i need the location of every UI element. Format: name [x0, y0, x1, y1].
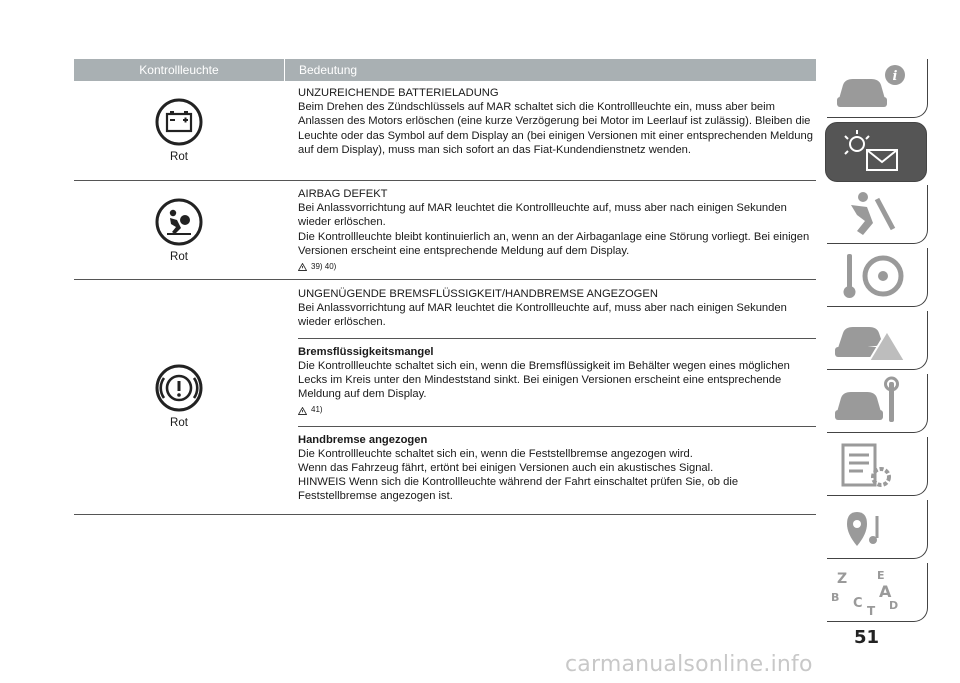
indicator-cell	[74, 280, 284, 514]
watermark: carmanualsonline.info	[565, 652, 813, 677]
subsection-handbrake	[298, 426, 816, 504]
key-steering-wheel-icon	[827, 248, 927, 306]
index-letter: D	[889, 599, 899, 612]
airbag-icon	[155, 198, 203, 246]
svg-text:i: i	[892, 69, 898, 84]
warning-reference	[298, 403, 816, 417]
subsection-title: Handbremse angezogen	[298, 433, 428, 446]
subsection-text: HINWEIS Wenn sich die Kontrollleuchte während der Fahrt einschaltet prüfen Sie, ob die Feststellbremse angezogen ist.	[298, 476, 739, 503]
document-gear-icon	[827, 437, 927, 495]
row-text: Beim Drehen des Zündschlüssels auf MAR schaltet sich die Kontrollleuchte ein, muss aber beim Anlassen des Motors erlöschen (eine kurze Verzögerung bei Motor im Leerlauf ist zulässig). Bleiben die Leuchte oder das Symbol auf dem Display an (bei einigen Versionen mit einer entsprechenden Meldung auf dem Display), muss man sich sofort an das Fiat-Kundendienstnetz wenden.	[298, 101, 813, 156]
car-warning-triangle-icon	[827, 311, 927, 369]
chapter-tab-safety[interactable]	[823, 185, 928, 245]
multimedia-icon	[827, 500, 927, 558]
column-header-meaning: Bedeutung	[284, 59, 816, 81]
table-row	[74, 280, 816, 515]
warning-reference	[298, 260, 816, 274]
chapter-tab-emergency[interactable]	[823, 311, 928, 371]
index-letters-icon	[827, 563, 927, 621]
warning-triangle-icon	[298, 263, 307, 271]
index-letter: B	[831, 591, 840, 604]
color-label: Rot	[170, 250, 188, 263]
warning-lights-table	[74, 59, 816, 515]
reference-numbers: 39) 40)	[311, 262, 337, 272]
chapter-tab-index[interactable]	[823, 563, 928, 623]
color-label: Rot	[170, 417, 188, 430]
table-row	[74, 81, 816, 181]
column-header-indicator: Kontrollleuchte	[139, 63, 219, 77]
chapter-tab-starting[interactable]	[823, 248, 928, 308]
color-label: Rot	[170, 151, 188, 163]
car-info-icon	[827, 59, 927, 117]
subsection-text: Die Kontrollleuchte schaltet sich ein, wenn die Feststellbremse angezogen wird.	[298, 447, 693, 460]
index-letter: Z	[837, 571, 848, 587]
page-number: 51	[854, 627, 880, 648]
row-title: AIRBAG DEFEKT	[298, 188, 388, 200]
subsection-fluid	[298, 338, 816, 418]
indicator-cell	[74, 181, 284, 279]
brake-warning-icon	[155, 364, 203, 412]
row-text: Bei Anlassvorrichtung auf MAR leuchtet die Kontrollleuchte auf, muss aber nach einigen Sekunden wieder erlöschen.	[298, 202, 787, 229]
chapter-tab-car-info[interactable]	[823, 59, 928, 119]
meaning-cell	[284, 280, 816, 514]
reference-numbers: 41)	[311, 405, 323, 415]
table-header	[74, 59, 816, 81]
warning-lights-message-icon	[827, 122, 927, 180]
car-tools-icon	[827, 374, 927, 432]
chapter-tab-maintenance[interactable]	[823, 374, 928, 434]
row-text: Bei Anlassvorrichtung auf MAR leuchtet die Kontrollleuchte auf, muss aber nach einigen Sekunden wieder erlöschen.	[298, 302, 787, 329]
battery-icon	[155, 98, 203, 146]
subsection-text: Die Kontrollleuchte schaltet sich ein, wenn die Bremsflüssigkeit im Behälter wegen eines möglichen Lecks im Kreis unter den Mindeststand sinkt. Bei einigen Versionen erscheint eine entsprechende Meldung auf dem Display.	[298, 359, 790, 401]
seat-airbag-icon	[827, 185, 927, 243]
meaning-cell	[284, 81, 816, 180]
row-title: UNGENÜGENDE BREMSFLÜSSIGKEIT/HANDBREMSE ANGEZOGEN	[298, 288, 658, 300]
meaning-cell	[284, 181, 816, 279]
row-title: UNZUREICHENDE BATTERIELADUNG	[298, 87, 499, 99]
subsection-text: Wenn das Fahrzeug fährt, ertönt bei einigen Versionen auch ein akustisches Signal.	[298, 462, 714, 475]
chapter-tab-technical-data[interactable]	[823, 437, 928, 497]
chapter-tab-multimedia[interactable]	[823, 500, 928, 560]
index-letter: C	[853, 596, 863, 611]
index-letter: E	[877, 569, 885, 582]
index-letter: T	[867, 604, 876, 618]
indicator-cell	[74, 81, 284, 180]
chapter-tab-warning-lights[interactable]	[823, 122, 928, 182]
table-row	[74, 181, 816, 280]
row-text: Die Kontrollleuchte bleibt kontinuierlich an, wenn an der Airbaganlage eine Störung vorliegt. Bei einigen Versionen erscheint eine entsprechende Meldung auf dem Display.	[298, 230, 810, 257]
index-letter: A	[879, 582, 892, 601]
subsection-title: Bremsflüssigkeitsmangel	[298, 345, 434, 358]
warning-triangle-icon	[298, 407, 307, 415]
